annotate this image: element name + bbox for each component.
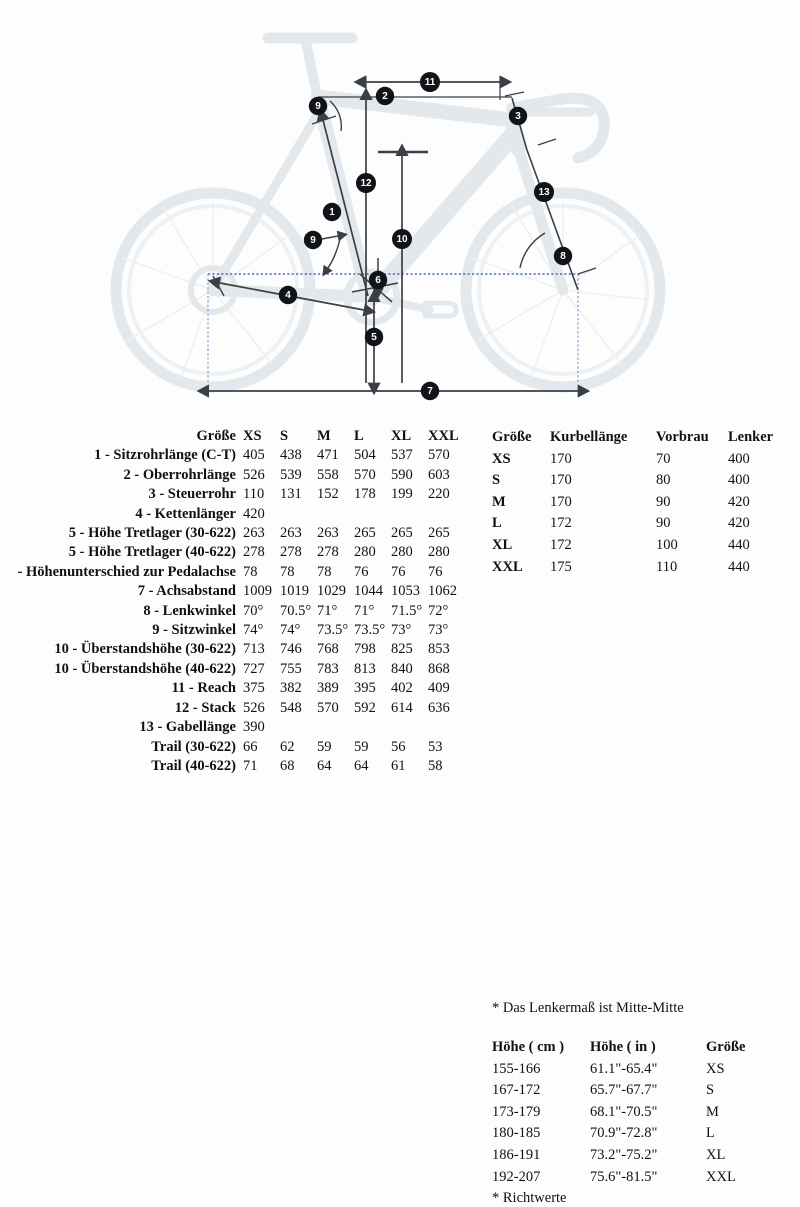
geometry-cell: 853 (428, 641, 450, 658)
geometry-cell: 72° (428, 602, 449, 619)
callout-badge-8 (554, 247, 572, 265)
geometry-row-label: 5 - Höhe Tretlager (40-622) (68, 544, 236, 561)
geometry-cell (391, 718, 428, 737)
rider-size-cell-in: 73.2"-75.2" (590, 1146, 658, 1163)
geometry-cell: 768 (317, 641, 339, 658)
component-cell-crank: 170 (550, 472, 572, 489)
component-cell-size: XL (492, 536, 513, 553)
callout-label: 5 (371, 332, 377, 343)
geometry-cell: 76 (354, 563, 369, 580)
table-row (8, 485, 469, 504)
geometry-cell: 265 (391, 525, 413, 542)
geometry-cell: 603 (428, 466, 450, 483)
geometry-cell: 73.5° (354, 622, 386, 639)
rider-size-cell-in: 68.1"-70.5" (590, 1103, 658, 1120)
geometry-cell: 280 (428, 544, 450, 561)
table-row (8, 718, 469, 737)
handlebar-note: * Das Lenkermaß ist Mitte-Mitte (492, 1000, 684, 1016)
geometry-cell (428, 718, 469, 737)
rider-size-cell-size: L (706, 1125, 715, 1142)
callout-label: 10 (396, 234, 408, 245)
table-row (8, 543, 469, 562)
component-header-size: Größe (492, 429, 532, 445)
geometry-cell (280, 505, 317, 524)
geometry-cell: 59 (317, 738, 332, 755)
geometry-row-label: 11 - Reach (171, 680, 236, 697)
geometry-row-label: 13 - Gabellänge (139, 719, 236, 736)
geometry-cell: 152 (317, 486, 339, 503)
geometry-cell: 405 (243, 447, 265, 464)
table-row (492, 1080, 764, 1102)
component-cell-stem: 80 (656, 472, 671, 489)
geometry-cell: 382 (280, 680, 302, 697)
geometry-cell: 504 (354, 447, 376, 464)
geometry-cell: 278 (280, 544, 302, 561)
component-cell-crank: 170 (550, 450, 572, 467)
geometry-cell: 263 (317, 525, 339, 542)
geometry-cell: 70.5° (280, 602, 312, 619)
geometry-cell: 395 (354, 680, 376, 697)
rider-size-header-size: Größe (706, 1039, 746, 1055)
callout-badge-6 (369, 271, 387, 289)
component-cell-crank: 170 (550, 493, 572, 510)
geometry-cell: 746 (280, 641, 302, 658)
table-row (492, 470, 790, 492)
rider-size-table (492, 1037, 764, 1188)
rider-size-cell-cm: 180-185 (492, 1125, 541, 1142)
geometry-cell (317, 505, 354, 524)
geometry-cell (280, 718, 317, 737)
geometry-cell: 278 (243, 544, 265, 561)
table-row (492, 1167, 764, 1189)
geometry-row-label: 7 - Achsabstand (137, 583, 236, 600)
table-row (8, 602, 469, 621)
geometry-cell: 64 (317, 757, 332, 774)
geometry-cell: 840 (391, 660, 413, 677)
geometry-header-m: M (317, 428, 331, 444)
table-row (492, 1059, 764, 1081)
geometry-cell: 402 (391, 680, 413, 697)
table-row (8, 505, 469, 524)
geometry-cell: 590 (391, 466, 413, 483)
component-cell-stem: 100 (656, 536, 678, 553)
callout-label: 11 (424, 77, 436, 88)
diagram-background (0, 0, 800, 415)
geometry-cell: 420 (243, 505, 265, 522)
geometry-row-label: 10 - Überstandshöhe (40-622) (54, 660, 236, 677)
geometry-cell: 71° (317, 602, 338, 619)
table-row (8, 660, 469, 679)
reference-note: * Richtwerte (492, 1190, 567, 1206)
component-cell-size: S (492, 472, 501, 489)
component-cell-bar: 400 (728, 450, 750, 467)
geometry-cell: 539 (280, 466, 302, 483)
callout-badge-2 (376, 87, 394, 105)
callout-label: 13 (538, 187, 550, 198)
geometry-cell: 278 (317, 544, 339, 561)
table-row (8, 640, 469, 659)
table-row (8, 524, 469, 543)
geometry-cell: 71 (243, 757, 258, 774)
callout-badge-4 (279, 286, 297, 304)
geometry-table (8, 427, 469, 776)
callout-badge-10 (392, 229, 412, 249)
geometry-header-label: Größe (196, 428, 236, 444)
component-cell-stem: 90 (656, 515, 671, 532)
rider-size-cell-cm: 155-166 (492, 1060, 541, 1077)
table-row (492, 1123, 764, 1145)
table-row (8, 446, 469, 465)
geometry-cell: 438 (280, 447, 302, 464)
rider-size-cell-in: 70.9"-72.8" (590, 1125, 658, 1142)
geometry-cell: 62 (280, 738, 295, 755)
rider-size-cell-cm: 167-172 (492, 1082, 541, 1099)
callout-label: 8 (560, 251, 566, 262)
table-row (492, 1102, 764, 1124)
geometry-cell: 56 (391, 738, 406, 755)
geometry-cell: 1062 (428, 583, 457, 600)
geometry-cell: 1019 (280, 583, 309, 600)
geometry-cell: 59 (354, 738, 369, 755)
rider-size-header-cm: Höhe ( cm ) (492, 1039, 565, 1055)
geometry-header-s: S (280, 428, 289, 444)
geometry-cell: 73° (391, 622, 412, 639)
geometry-cell: 537 (391, 447, 413, 464)
component-cell-bar: 400 (728, 472, 750, 489)
geometry-cell: 825 (391, 641, 413, 658)
table-row (492, 513, 790, 535)
geometry-cell: 548 (280, 699, 302, 716)
callout-label: 4 (285, 290, 291, 301)
geometry-cell: 64 (354, 757, 369, 774)
table-row (492, 535, 790, 557)
geometry-row-label: Trail (30-622) (151, 738, 236, 755)
component-table-header-row (492, 427, 790, 449)
component-table (492, 427, 790, 578)
geometry-cell: 178 (354, 486, 376, 503)
geometry-cell: 263 (280, 525, 302, 542)
rider-size-cell-cm: 186-191 (492, 1146, 541, 1163)
geometry-cell: 265 (354, 525, 376, 542)
table-row (492, 449, 790, 471)
callout-label: 9 (310, 235, 316, 246)
component-cell-size: XXL (492, 558, 523, 575)
callout-label: 2 (382, 91, 388, 102)
component-cell-crank: 172 (550, 515, 572, 532)
callout-label: 9 (315, 101, 321, 112)
geometry-cell (428, 505, 469, 524)
geometry-header-l: L (354, 428, 364, 444)
table-row (8, 466, 469, 485)
geometry-row-label: Trail (40-622) (151, 757, 236, 774)
bike-geometry-diagram (0, 0, 800, 415)
geometry-cell: 375 (243, 680, 265, 697)
geometry-cell: 390 (243, 719, 265, 736)
geometry-cell: 220 (428, 486, 450, 503)
callout-badge-3 (509, 107, 527, 125)
table-row (8, 699, 469, 718)
callout-badge-7 (421, 382, 439, 400)
component-cell-size: L (492, 515, 502, 532)
geometry-cell: 1044 (354, 583, 383, 600)
component-cell-crank: 175 (550, 558, 572, 575)
rider-size-cell-in: 75.6"-81.5" (590, 1168, 658, 1185)
geometry-cell: 713 (243, 641, 265, 658)
table-row (492, 1145, 764, 1167)
table-row (492, 557, 790, 579)
geometry-cell (391, 505, 428, 524)
geometry-cell: 76 (428, 563, 443, 580)
geometry-cell: 526 (243, 466, 265, 483)
table-row (8, 757, 469, 776)
rider-size-cell-size: XL (706, 1146, 726, 1163)
geometry-cell: 471 (317, 447, 339, 464)
geometry-cell: 199 (391, 486, 413, 503)
component-cell-bar: 440 (728, 536, 750, 553)
geometry-cell: 71.5° (391, 602, 423, 619)
rider-size-cell-in: 61.1"-65.4" (590, 1060, 658, 1077)
geometry-cell: 70° (243, 602, 264, 619)
geometry-cell: 570 (428, 447, 450, 464)
geometry-header-xl: XL (391, 428, 412, 444)
component-cell-stem: 70 (656, 450, 671, 467)
rider-size-header-row (492, 1037, 764, 1059)
rider-size-cell-size: S (706, 1082, 715, 1099)
geometry-cell: 78 (280, 563, 295, 580)
geometry-cell (354, 718, 391, 737)
geometry-cell: 570 (354, 466, 376, 483)
callout-label: 1 (329, 207, 335, 218)
rider-size-cell-size: XXL (706, 1168, 736, 1185)
table-row (8, 621, 469, 640)
geometry-row-label: 1 - Sitzrohrlänge (C-T) (94, 447, 236, 464)
geometry-cell: 389 (317, 680, 339, 697)
geometry-cell: 78 (243, 563, 258, 580)
geometry-cell: 74° (280, 622, 301, 639)
callout-badge-9b (304, 231, 322, 249)
geometry-cell: 1053 (391, 583, 420, 600)
component-cell-bar: 420 (728, 493, 750, 510)
table-row (8, 738, 469, 757)
component-cell-bar: 420 (728, 515, 750, 532)
geometry-cell: 74° (243, 622, 264, 639)
geometry-cell: 727 (243, 660, 265, 677)
geometry-cell: 614 (391, 699, 413, 716)
geometry-cell: 868 (428, 660, 450, 677)
table-row (492, 492, 790, 514)
geometry-cell: 280 (354, 544, 376, 561)
geometry-cell: 783 (317, 660, 339, 677)
geometry-cell: 73.5° (317, 622, 349, 639)
callout-label: 12 (360, 178, 372, 189)
geometry-cell: 558 (317, 466, 339, 483)
callout-label: 3 (515, 111, 521, 122)
geometry-row-label: 9 - Sitzwinkel (152, 622, 236, 639)
geometry-cell (317, 718, 354, 737)
component-cell-crank: 172 (550, 536, 572, 553)
geometry-cell: 53 (428, 738, 443, 755)
component-cell-stem: 90 (656, 493, 671, 510)
geometry-row-label: 4 - Kettenlänger (135, 505, 236, 522)
callout-badge-11 (420, 72, 440, 92)
table-row (8, 679, 469, 698)
geometry-cell: 409 (428, 680, 450, 697)
geometry-cell: 263 (243, 525, 265, 542)
geometry-cell: 110 (243, 486, 265, 503)
geometry-cell: 131 (280, 486, 302, 503)
component-cell-stem: 110 (656, 558, 678, 575)
component-header-crank: Kurbellänge (550, 429, 628, 445)
component-cell-size: XS (492, 450, 511, 467)
callout-badge-9 (309, 97, 327, 115)
geometry-cell: 570 (317, 699, 339, 716)
callout-badge-12 (356, 173, 376, 193)
geometry-cell: 280 (391, 544, 413, 561)
geometry-cell: 755 (280, 660, 302, 677)
geometry-row-label: 3 - Steuerrohr (148, 486, 236, 503)
geometry-cell: 73° (428, 622, 449, 639)
geometry-cell: 58 (428, 757, 443, 774)
geometry-cell: 1029 (317, 583, 346, 600)
component-cell-size: M (492, 493, 506, 510)
callout-label: 7 (427, 386, 433, 397)
geometry-cell: 68 (280, 757, 295, 774)
geometry-cell: 526 (243, 699, 265, 716)
component-cell-bar: 440 (728, 558, 750, 575)
table-row (8, 582, 469, 601)
rider-size-cell-size: XS (706, 1060, 725, 1077)
geometry-header-xxl: XXL (428, 428, 459, 444)
geometry-row-label: - Höhenunterschied zur Pedalachse (17, 563, 236, 580)
geometry-cell: 76 (391, 563, 406, 580)
component-header-bar: Lenker (728, 429, 774, 445)
geometry-cell: 66 (243, 738, 258, 755)
component-header-stem: Vorbrau (656, 429, 709, 445)
rider-size-cell-cm: 192-207 (492, 1168, 541, 1185)
geometry-cell: 636 (428, 699, 450, 716)
geometry-row-label: 2 - Oberrohrlänge (123, 466, 236, 483)
callout-badge-1 (323, 203, 341, 221)
geometry-cell: 61 (391, 757, 406, 774)
rider-size-cell-size: M (706, 1103, 719, 1120)
geometry-cell: 78 (317, 563, 332, 580)
geometry-header-xs: XS (243, 428, 262, 444)
geometry-cell: 592 (354, 699, 376, 716)
table-row (8, 563, 469, 582)
rider-size-cell-cm: 173-179 (492, 1103, 541, 1120)
geometry-row-label: 5 - Höhe Tretlager (30-622) (68, 525, 236, 542)
spec-tables (0, 415, 800, 1206)
geometry-row-label: 8 - Lenkwinkel (143, 602, 236, 619)
geometry-cell: 265 (428, 525, 450, 542)
geometry-table-header-row (8, 427, 469, 446)
geometry-cell (354, 505, 391, 524)
geometry-row-label: 10 - Überstandshöhe (30-622) (54, 641, 236, 658)
callout-badge-5 (365, 328, 383, 346)
rider-size-header-in: Höhe ( in ) (590, 1039, 656, 1055)
geometry-cell: 798 (354, 641, 376, 658)
geometry-cell: 71° (354, 602, 375, 619)
callout-label: 6 (375, 275, 381, 286)
geometry-cell: 1009 (243, 583, 272, 600)
geometry-cell: 813 (354, 660, 376, 677)
callout-badge-13 (534, 182, 554, 202)
rider-size-cell-in: 65.7"-67.7" (590, 1082, 658, 1099)
geometry-row-label: 12 - Stack (174, 699, 236, 716)
